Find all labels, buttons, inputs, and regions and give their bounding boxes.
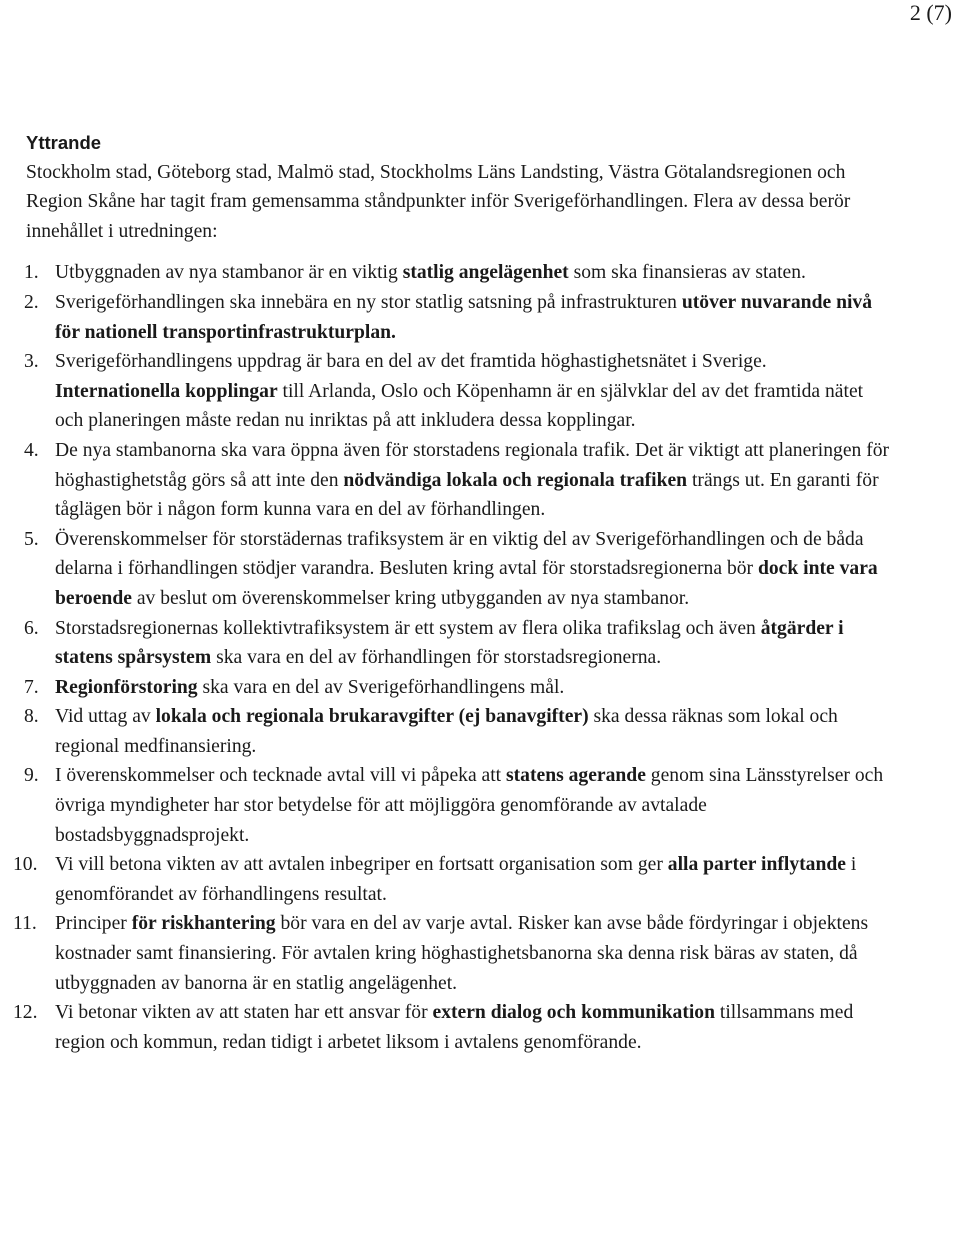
list-item-text: Sverigeförhandlingen ska innebära en ny stor statlig satsning på infrastrukturen: [55, 291, 682, 313]
list-item-text: De nya stambanorna ska vara öppna även för storstadens regionala trafik. Det är viktigt att planeringen för höghastighetståg görs så att inte den: [55, 439, 890, 491]
bold-text: lokala och regionala brukaravgifter (ej banavgifter): [155, 706, 589, 728]
section-heading: Yttrande: [26, 132, 102, 153]
bold-text: Internationella kopplingar: [55, 380, 278, 402]
list-item-text: Storstadsregionernas kollektivtrafiksystem är ett system av flera olika trafikslag och även: [55, 617, 761, 639]
list-item-number: 3.: [24, 351, 39, 373]
list-item-text: Vid uttag av: [55, 706, 156, 728]
bold-text: statlig angelägenhet: [402, 262, 569, 284]
document-body: [13, 128, 896, 1057]
list-item-text: tillsammans med region och kommun, redan tidigt i arbetet liksom i avtalens genomförande.: [55, 1002, 854, 1053]
bold-text: för riskhantering: [131, 913, 276, 935]
list-item-text: Vi vill betona vikten av att avtalen inbegriper en fortsatt organisation som ger: [55, 854, 668, 876]
list-item-text: Utbyggnaden av nya stambanor är en viktig: [55, 262, 403, 284]
list-item-text: i genomförandet av förhandlingens resultat.: [55, 854, 857, 905]
list-item: [26, 761, 896, 850]
list-item-text: I överenskommelser och tecknade avtal vill vi påpeka att: [55, 765, 507, 787]
list-item: [26, 673, 896, 703]
bold-text: extern dialog och kommunikation: [432, 1002, 716, 1024]
numbered-list: [13, 258, 896, 1057]
list-item-text: trängs ut. En garanti för tåglägen bör i någon form kunna vara en del av förhandlingen.: [55, 469, 879, 521]
bold-text: alla parter inflytande: [667, 854, 846, 876]
list-item: [13, 998, 896, 1057]
list-item-text: ska vara en del av Sverigeförhandlingens mål.: [197, 676, 565, 698]
list-item: [26, 525, 896, 614]
list-item: [13, 909, 896, 998]
list-item-text: Överenskommelser för storstädernas trafiksystem är en viktig del av Sverigeförhandlingen och de båda delarna i förhandlingen stödjer varandra. Besluten kring avtal för storstadsregionerna bör: [55, 528, 864, 580]
list-item-number: 6.: [24, 617, 39, 639]
list-item-text: ska vara en del av förhandlingen för storstadsregionerna.: [211, 647, 662, 669]
list-item-number: 11.: [13, 913, 37, 935]
list-item-text: Principer: [55, 913, 132, 935]
list-item-number: 8.: [24, 706, 39, 728]
list-item-text: som ska finansieras av staten.: [568, 262, 806, 284]
list-item: [26, 614, 896, 673]
list-item: [26, 288, 896, 347]
list-item-text: av beslut om överenskommelser kring utbygganden av nya stambanor.: [131, 587, 690, 609]
list-item-text: Sverigeförhandlingens uppdrag är bara en del av det framtida höghastighetsnätet i Sverige.: [55, 351, 767, 373]
page-number: 2 (7): [909, 0, 952, 25]
bold-text: statens agerande: [506, 765, 646, 787]
list-item: [26, 702, 896, 761]
list-item-text: Vi betonar vikten av att staten har ett ansvar för: [55, 1002, 433, 1024]
bold-text: Regionförstoring: [55, 676, 198, 698]
bold-text: utöver nuvarande nivå för nationell transportinfrastrukturplan.: [55, 291, 873, 343]
list-item-text: till Arlanda, Oslo och Köpenhamn är en självklar del av det framtida nätet och planeringen måste redan nu inriktas på att inkludera dessa kopplingar.: [55, 380, 864, 432]
list-item-number: 4.: [24, 439, 39, 461]
intro-paragraph: Stockholm stad, Göteborg stad, Malmö stad, Stockholms Läns Landsting, Västra Götalandsregionen och Region Skåne har tagit fram gemensamma ståndpunkter inför Sverigeförhandlingen. Flera av dessa berör innehållet i utredningen:: [26, 161, 851, 242]
list-item-text: genom sina Länsstyrelser och övriga myndigheter har stor betydelse för att möjliggöra genomförande av avtalade bostadsbyggnadsprojekt.: [55, 765, 884, 846]
list-item: [26, 347, 896, 436]
bold-text: åtgärder i statens spårsystem: [55, 617, 844, 669]
bold-text: nödvändiga lokala och regionala trafiken: [343, 469, 688, 491]
list-item-text: bör vara en del av varje avtal. Risker kan avse både fördyringar i objektens kostnader samt finansiering. För avtalen kring höghastighetsbanorna ska denna risk bäras av staten, då utbyggnaden av banorna är en statlig angelägenhet.: [55, 913, 869, 994]
list-item-text: ska dessa räknas som lokal och regional medfinansiering.: [55, 706, 838, 757]
list-item-number: 5.: [24, 528, 39, 550]
list-item: [26, 258, 896, 288]
list-item-number: 2.: [24, 291, 39, 313]
list-item: [26, 436, 896, 525]
list-item-number: 9.: [24, 765, 39, 787]
list-item-number: 1.: [24, 262, 39, 284]
list-item-number: 12.: [13, 1002, 38, 1024]
list-item-number: 10.: [13, 854, 38, 876]
bold-text: dock inte vara beroende: [55, 558, 878, 609]
list-item-number: 7.: [24, 676, 39, 698]
list-item: [13, 850, 896, 909]
